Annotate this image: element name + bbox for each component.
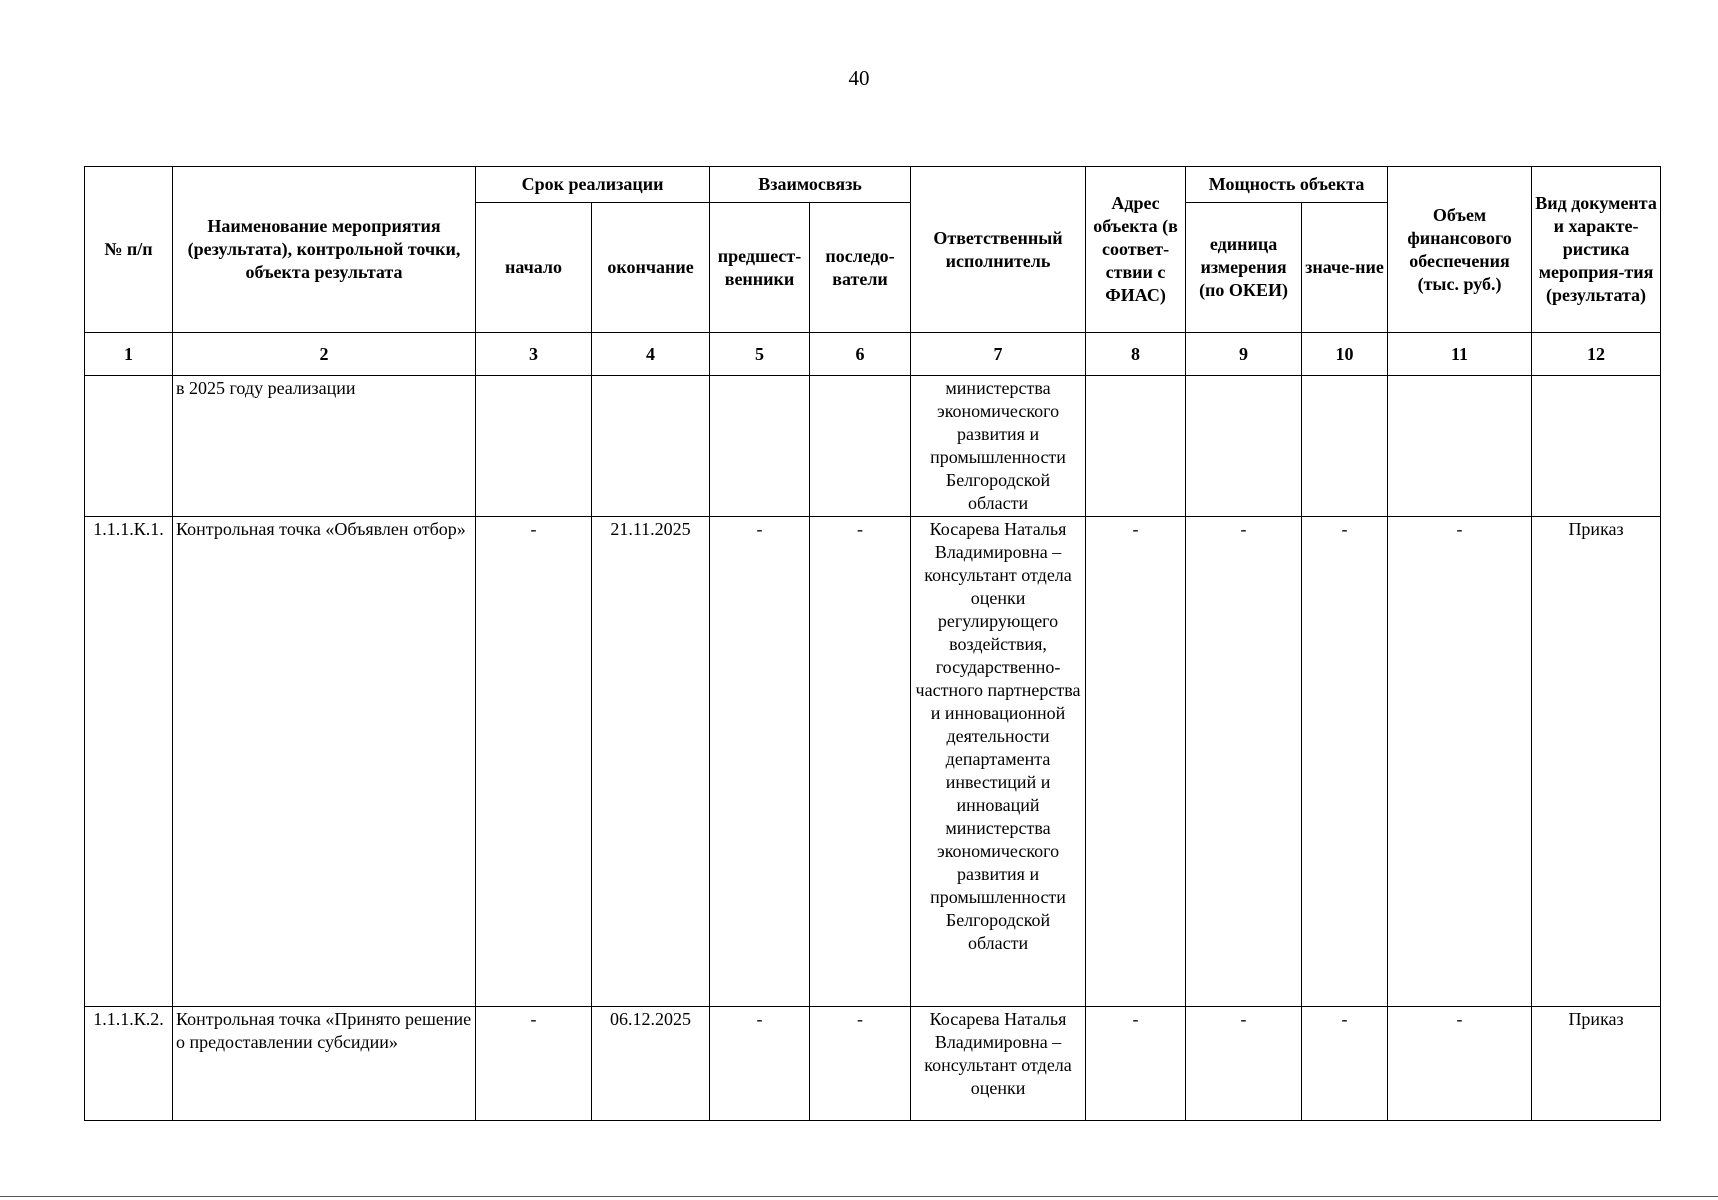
column-number: 7: [911, 333, 1086, 376]
cell-name: Контрольная точка «Объявлен отбор»: [173, 517, 476, 1007]
cell-end: 21.11.2025: [592, 517, 710, 1007]
cell-finance: -: [1388, 517, 1532, 1007]
cell-value: [1302, 376, 1388, 517]
table-row: [85, 517, 1661, 1007]
cell-responsible: Косарева Наталья Владимировна – консультант отдела оценки регулирующего воздействия, государственно-частного партнерства и инновационной деятельности департамента инвестиций и инноваций министерства экономического развития и промышленности Белгородской области: [911, 517, 1086, 1007]
cell-finance: -: [1388, 1007, 1532, 1121]
cell-value: -: [1302, 517, 1388, 1007]
cell-number: 1.1.1.К.1.: [85, 517, 173, 1007]
table-row: [85, 376, 1661, 517]
header-document: Вид документа и характе-ристика мероприя-тия (результата): [1532, 167, 1661, 333]
cell-start: [476, 376, 592, 517]
column-number: 1: [85, 333, 173, 376]
cell-unit: -: [1186, 517, 1302, 1007]
cell-prev: -: [710, 517, 810, 1007]
header-address: Адрес объекта (в соответ-ствии с ФИАС): [1086, 167, 1186, 333]
header-term-group: Срок реализации: [476, 167, 710, 203]
cell-document: Приказ: [1532, 517, 1661, 1007]
header-term-end: окончание: [592, 203, 710, 333]
column-number: 3: [476, 333, 592, 376]
header-capacity-group: Мощность объекта: [1186, 167, 1388, 203]
cell-start: -: [476, 517, 592, 1007]
cell-prev: [710, 376, 810, 517]
cell-number: [85, 376, 173, 517]
header-number: № п/п: [85, 167, 173, 333]
cell-value: -: [1302, 1007, 1388, 1121]
header-capacity-unit: единица измерения (по ОКЕИ): [1186, 203, 1302, 333]
cell-prev: -: [710, 1007, 810, 1121]
header-term-start: начало: [476, 203, 592, 333]
column-number: 12: [1532, 333, 1661, 376]
header-capacity-value: значе-ние: [1302, 203, 1388, 333]
column-number: 8: [1086, 333, 1186, 376]
column-number: 5: [710, 333, 810, 376]
cell-name: Контрольная точка «Принято решение о предоставлении субсидии»: [173, 1007, 476, 1121]
column-number-row: [85, 333, 1661, 376]
plan-table: [84, 166, 1661, 1121]
cell-number: 1.1.1.К.2.: [85, 1007, 173, 1121]
cell-name: в 2025 году реализации: [173, 376, 476, 517]
header-link-prev: предшест-венники: [710, 203, 810, 333]
header-name: Наименование мероприятия (результата), контрольной точки, объекта результата: [173, 167, 476, 333]
cell-end: [592, 376, 710, 517]
cell-next: -: [810, 517, 911, 1007]
cell-responsible: министерства экономического развития и промышленности Белгородской области: [911, 376, 1086, 517]
cell-next: -: [810, 1007, 911, 1121]
column-number: 11: [1388, 333, 1532, 376]
cell-end: 06.12.2025: [592, 1007, 710, 1121]
cell-responsible: Косарева Наталья Владимировна – консультант отдела оценки: [911, 1007, 1086, 1121]
cell-address: [1086, 376, 1186, 517]
cell-start: -: [476, 1007, 592, 1121]
cell-document: Приказ: [1532, 1007, 1661, 1121]
column-number: 10: [1302, 333, 1388, 376]
cell-document: [1532, 376, 1661, 517]
column-number: 4: [592, 333, 710, 376]
column-number: 6: [810, 333, 911, 376]
scan-edge-line: [0, 1196, 1718, 1197]
cell-finance: [1388, 376, 1532, 517]
cell-unit: -: [1186, 1007, 1302, 1121]
header-finance: Объем финансового обеспечения (тыс. руб.): [1388, 167, 1532, 333]
column-number: 2: [173, 333, 476, 376]
header-responsible: Ответственный исполнитель: [911, 167, 1086, 333]
table-row: [85, 1007, 1661, 1121]
cell-address: -: [1086, 517, 1186, 1007]
cell-unit: [1186, 376, 1302, 517]
header-link-next: последо-ватели: [810, 203, 911, 333]
column-number: 9: [1186, 333, 1302, 376]
page-number: 40: [848, 66, 870, 90]
cell-next: [810, 376, 911, 517]
header-link-group: Взаимосвязь: [710, 167, 911, 203]
cell-address: -: [1086, 1007, 1186, 1121]
